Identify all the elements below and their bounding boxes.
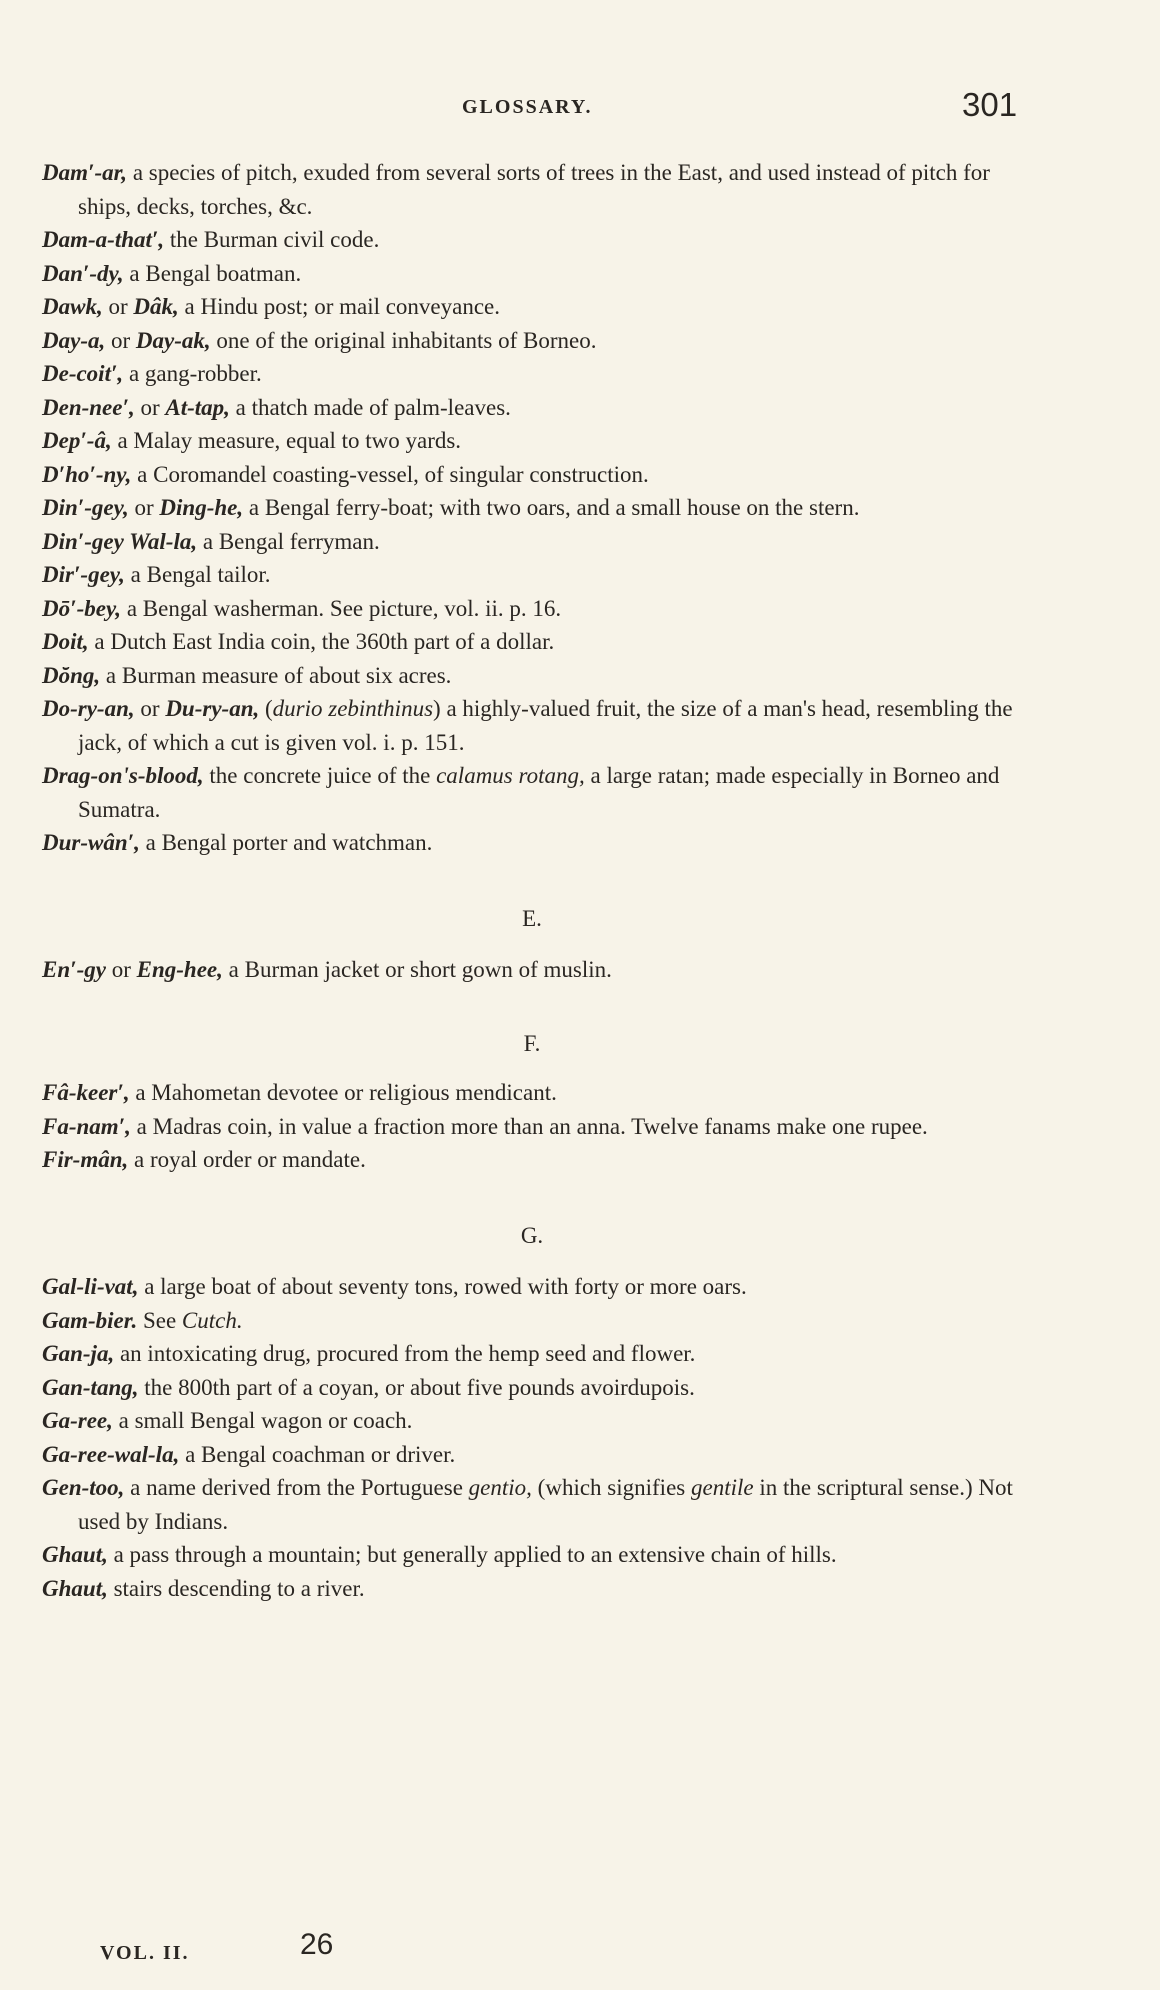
entry-definition: in the scriptural sense.) Not used by Indians. <box>78 1475 1013 1534</box>
entries-d <box>42 156 1022 860</box>
entry-term: Dō′-bey, <box>42 595 122 621</box>
glossary-entry <box>42 357 1022 391</box>
entry-term: Doit, <box>42 629 89 654</box>
entry-definition: a Bengal ferryman. <box>197 528 380 554</box>
glossary-entry <box>42 156 1022 223</box>
glossary-entry <box>42 1471 1022 1538</box>
entry-term: Gan-tang, <box>42 1374 139 1400</box>
entry-definition: a Madras coin, in value a fraction more than an anna. Twelve fanams make one rupee. <box>130 1113 928 1139</box>
entry-definition: a name derived from the Portuguese <box>124 1475 469 1500</box>
glossary-entry <box>42 1371 1022 1405</box>
glossary-entry <box>42 1404 1022 1438</box>
entry-definition: the 800th part of a coyan, or about five pounds avoirdupois. <box>138 1374 695 1400</box>
entry-term: Gen-too, <box>42 1475 125 1500</box>
entry-term: De-coit′, <box>42 361 124 386</box>
page-number: 301 <box>962 86 1018 123</box>
entry-definition: a large ratan; made especially in Borneo and Sumatra. <box>78 763 1000 822</box>
entry-definition: or <box>105 327 136 353</box>
entry-term: Gal-li-vat, <box>42 1274 139 1299</box>
entry-definition: a Bengal ferry-boat; with two oars, and a small house on the stern. <box>243 495 860 520</box>
section-heading-f: F. <box>523 1030 541 1056</box>
entry-definition: a Coromandel coasting-vessel, of singular construction. <box>131 461 649 487</box>
entry-definition: a small Bengal wagon or coach. <box>112 1408 413 1433</box>
entry-definition: a Dutch East India coin, the 360th part of a dollar. <box>88 629 555 654</box>
glossary-entry <box>42 625 1022 659</box>
entry-italic: gentile <box>690 1475 754 1500</box>
glossary-entry <box>42 391 1022 425</box>
entry-term: Dŏng, <box>42 662 101 688</box>
glossary-entry <box>42 458 1022 492</box>
entry-definition: See <box>137 1307 182 1333</box>
entry-definition: a pass through a mountain; but generally applied to an extensive chain of hills. <box>107 1542 837 1567</box>
entry-definition: one of the original inhabitants of Borneo. <box>210 327 597 353</box>
page-header <box>0 86 1160 126</box>
entry-italic: calamus rotang, <box>436 763 585 788</box>
entries-e <box>42 953 1022 987</box>
entry-definition: a Mahometan devotee or religious mendicant. <box>129 1080 557 1105</box>
entry-italic: durio zebinthinus <box>272 696 434 721</box>
entry-definition: a Bengal boatman. <box>123 260 302 286</box>
glossary-entry <box>42 525 1022 559</box>
entry-definition: a Bengal tailor. <box>124 562 271 587</box>
entry-definition: a Bengal washerman. See picture, vol. ii. p. 16. <box>121 595 562 621</box>
entry-term: Ga-ree, <box>42 1408 113 1433</box>
glossary-entry <box>42 290 1022 324</box>
entry-definition: a Hindu post; or mail conveyance. <box>178 294 501 319</box>
section-heading-g: G. <box>520 1222 544 1248</box>
glossary-entry <box>42 1110 1022 1144</box>
entry-term: Din′-gey, <box>42 495 129 520</box>
entry-term: Fâ-keer′, <box>42 1080 130 1105</box>
glossary-entry <box>42 558 1022 592</box>
glossary-entry <box>42 692 1022 759</box>
glossary-entry <box>42 1337 1022 1371</box>
entry-definition: a Bengal porter and watchman. <box>139 830 433 855</box>
signature-volume: VOL. II. <box>100 1942 190 1964</box>
entry-term: En′-gy <box>42 957 106 982</box>
entry-term: Drag-on's-blood, <box>42 763 204 788</box>
entry-term: Gam-bier. <box>42 1307 138 1333</box>
entry-term-variant: At-tap, <box>165 394 230 420</box>
entry-definition: ) a highly-valued fruit, the size of a man's head, resembling the jack, of which a cut is given vol. i. p. 151. <box>78 696 1013 755</box>
entry-definition: a large boat of about seventy tons, rowed with forty or more oars. <box>138 1274 747 1299</box>
entry-definition: or <box>128 495 160 520</box>
section-heading-e: E. <box>522 905 542 931</box>
entry-definition: stairs descending to a river. <box>107 1575 365 1601</box>
entry-term: Ga-ree-wal-la, <box>42 1441 180 1467</box>
entry-definition: a species of pitch, exuded from several sorts of trees in the East, and used instead of pitch for ships, decks, torches, &c. <box>78 160 990 219</box>
entry-term: Ghaut, <box>42 1575 108 1601</box>
entry-term-variant: Ding-he, <box>159 495 244 520</box>
glossary-entry <box>42 953 1022 987</box>
entry-definition: a gang-robber. <box>123 361 262 386</box>
entry-term: Dur-wân′, <box>42 830 140 855</box>
entries-f <box>42 1076 1022 1177</box>
glossary-body <box>42 156 1022 1605</box>
entry-term: Dam-a-that′, <box>42 227 165 252</box>
entry-definition: a Burman jacket or short gown of muslin. <box>222 957 612 982</box>
entry-definition: or <box>134 696 166 721</box>
entry-term: Day-a, <box>42 327 106 353</box>
entry-term: Dep′-â, <box>42 428 112 453</box>
glossary-entry <box>42 759 1022 826</box>
entry-definition: a Malay measure, equal to two yards. <box>111 428 462 453</box>
entry-italic: gentio, <box>468 1475 532 1500</box>
entry-definition: an intoxicating drug, procured from the hemp seed and flower. <box>114 1341 696 1366</box>
entry-definition: a Bengal coachman or driver. <box>179 1441 456 1467</box>
entry-definition: (which signifies <box>531 1475 691 1500</box>
entry-definition: the concrete juice of the <box>203 763 437 788</box>
glossary-entry <box>42 659 1022 693</box>
entry-term: Gan-ja, <box>42 1341 115 1366</box>
entry-term: D′ho′-ny, <box>42 461 132 487</box>
glossary-entry <box>42 1304 1022 1338</box>
glossary-entry <box>42 491 1022 525</box>
glossary-entry <box>42 1143 1022 1177</box>
entry-term: Dan′-dy, <box>42 260 124 286</box>
entry-term-variant: Day-ak, <box>135 327 211 353</box>
entry-definition: or <box>105 957 137 982</box>
glossary-entry <box>42 424 1022 458</box>
glossary-entry <box>42 1538 1022 1572</box>
entry-definition: a royal order or mandate. <box>128 1147 366 1172</box>
glossary-entry <box>42 1270 1022 1304</box>
signature-number: 26 <box>300 1928 334 1961</box>
running-title: GLOSSARY. <box>462 96 593 118</box>
glossary-entry <box>42 592 1022 626</box>
entry-definition: the Burman civil code. <box>164 227 380 252</box>
entry-term: Ghaut, <box>42 1542 108 1567</box>
entry-definition: or <box>134 394 166 420</box>
entry-term: Dam′-ar, <box>42 160 128 185</box>
entry-definition: a Burman measure of about six acres. <box>100 662 452 688</box>
entry-term-variant: Eng-hee, <box>136 957 223 982</box>
entry-term: Fir-mân, <box>42 1147 129 1172</box>
entry-definition: a thatch made of palm-leaves. <box>229 394 511 420</box>
entry-term: Dawk, <box>42 294 103 319</box>
glossary-entry <box>42 257 1022 291</box>
entry-term: Din′-gey Wal-la, <box>42 528 198 554</box>
glossary-entry <box>42 1572 1022 1606</box>
entry-term: Fa-nam′, <box>42 1113 131 1139</box>
page-footer <box>100 1928 700 1978</box>
glossary-entry <box>42 223 1022 257</box>
entry-term-variant: Du-ry-an, <box>165 696 260 721</box>
glossary-entry <box>42 1438 1022 1472</box>
entry-definition: or <box>102 294 134 319</box>
entry-italic: Cutch. <box>181 1307 243 1333</box>
glossary-entry <box>42 1076 1022 1110</box>
glossary-entry <box>42 826 1022 860</box>
glossary-entry <box>42 324 1022 358</box>
entry-definition: ( <box>259 696 273 721</box>
entry-term: Den-nee′, <box>42 394 135 420</box>
entry-term: Do-ry-an, <box>42 696 135 721</box>
entries-g <box>42 1270 1022 1605</box>
entry-term-variant: Dâk, <box>133 294 179 319</box>
entry-term: Dir′-gey, <box>42 562 125 587</box>
